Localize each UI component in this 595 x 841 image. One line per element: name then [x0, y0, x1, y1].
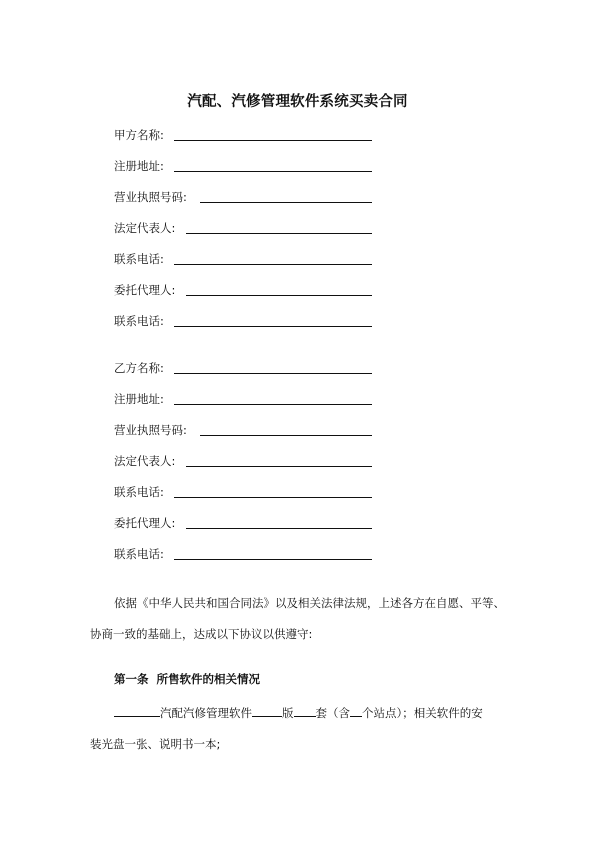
party-b-license-label: 营业执照号码:: [114, 423, 187, 437]
party-a-name-field: [114, 128, 164, 142]
party-a-license-label: 营业执照号码:: [114, 190, 187, 204]
party-b-license-field: [114, 423, 187, 437]
party-a-legal-rep-label: 法定代表人:: [114, 221, 176, 235]
party-b-name-field: [114, 361, 164, 375]
party-b-phone-blank: [174, 497, 372, 498]
document-title: 汽配、汽修管理软件系统买卖合同: [187, 94, 408, 110]
party-b-phone-label: 联系电话:: [114, 485, 164, 499]
party-b-address-field: [114, 392, 164, 406]
party-a-agent-phone-blank: [174, 326, 372, 327]
party-b-agent-phone-blank: [174, 559, 372, 560]
party-b-agent-phone-field: [114, 547, 164, 561]
party-a-phone-label: 联系电话:: [114, 252, 164, 266]
party-a-address-blank: [174, 171, 372, 172]
party-a-address-field: [114, 159, 164, 173]
party-a-legal-rep-blank: [186, 233, 372, 234]
intro-line-2: 协商一致的基础上，达成以下协议以供遵守:: [90, 627, 313, 641]
party-b-address-blank: [174, 404, 372, 405]
party-b-name-blank: [174, 373, 372, 374]
article-1-line-1: [90, 706, 544, 720]
party-b-legal-rep-field: [114, 454, 175, 468]
party-a-agent-phone-field: [114, 314, 164, 328]
article-1-text-version: 版: [282, 706, 294, 720]
party-a-license-blank: [200, 202, 372, 203]
article-1-blank-sites: [350, 706, 362, 717]
party-b-agent-phone-label: 联系电话:: [114, 547, 164, 561]
party-a-agent-field: [114, 283, 175, 297]
article-1-text-sets: 套（含: [315, 706, 350, 720]
article-1-heading: [114, 671, 260, 687]
party-a-agent-phone-label: 联系电话:: [114, 314, 164, 328]
article-1-line-2: 装光盘一张、说明书一本;: [90, 737, 221, 751]
party-b-address-label: 注册地址:: [114, 392, 164, 406]
party-a-agent-label: 委托代理人:: [114, 283, 176, 297]
party-b-agent-blank: [186, 528, 372, 529]
party-a-name-blank: [174, 140, 372, 141]
party-a-address-label: 注册地址:: [114, 159, 164, 173]
article-1-text-software: 汽配汽修管理软件: [160, 706, 252, 720]
party-b-legal-rep-blank: [186, 466, 372, 467]
party-b-name-label: 乙方名称:: [114, 361, 164, 375]
party-b-agent-field: [114, 516, 175, 530]
party-a-agent-blank: [186, 295, 372, 296]
party-a-name-label: 甲方名称:: [114, 128, 164, 142]
party-b-agent-label: 委托代理人:: [114, 516, 176, 530]
article-1-title: 所售软件的相关情况: [156, 672, 260, 686]
party-a-license-field: [114, 190, 187, 204]
party-b-license-blank: [200, 435, 372, 436]
party-a-phone-field: [114, 252, 164, 266]
article-1-blank-version: [252, 706, 282, 717]
party-b-legal-rep-label: 法定代表人:: [114, 454, 176, 468]
party-a-phone-blank: [174, 264, 372, 265]
article-1-number: 第一条: [114, 672, 149, 686]
article-1-text-sites: 个站点）；相关软件的安: [362, 706, 483, 720]
article-1-blank-sets: [294, 706, 316, 717]
article-1-blank-quantity: [114, 706, 160, 717]
intro-line-1: 依据《中华人民共和国合同法》以及相关法律法规，上述各方在自愿、平等、: [114, 596, 505, 610]
party-b-phone-field: [114, 485, 164, 499]
party-a-legal-rep-field: [114, 221, 175, 235]
